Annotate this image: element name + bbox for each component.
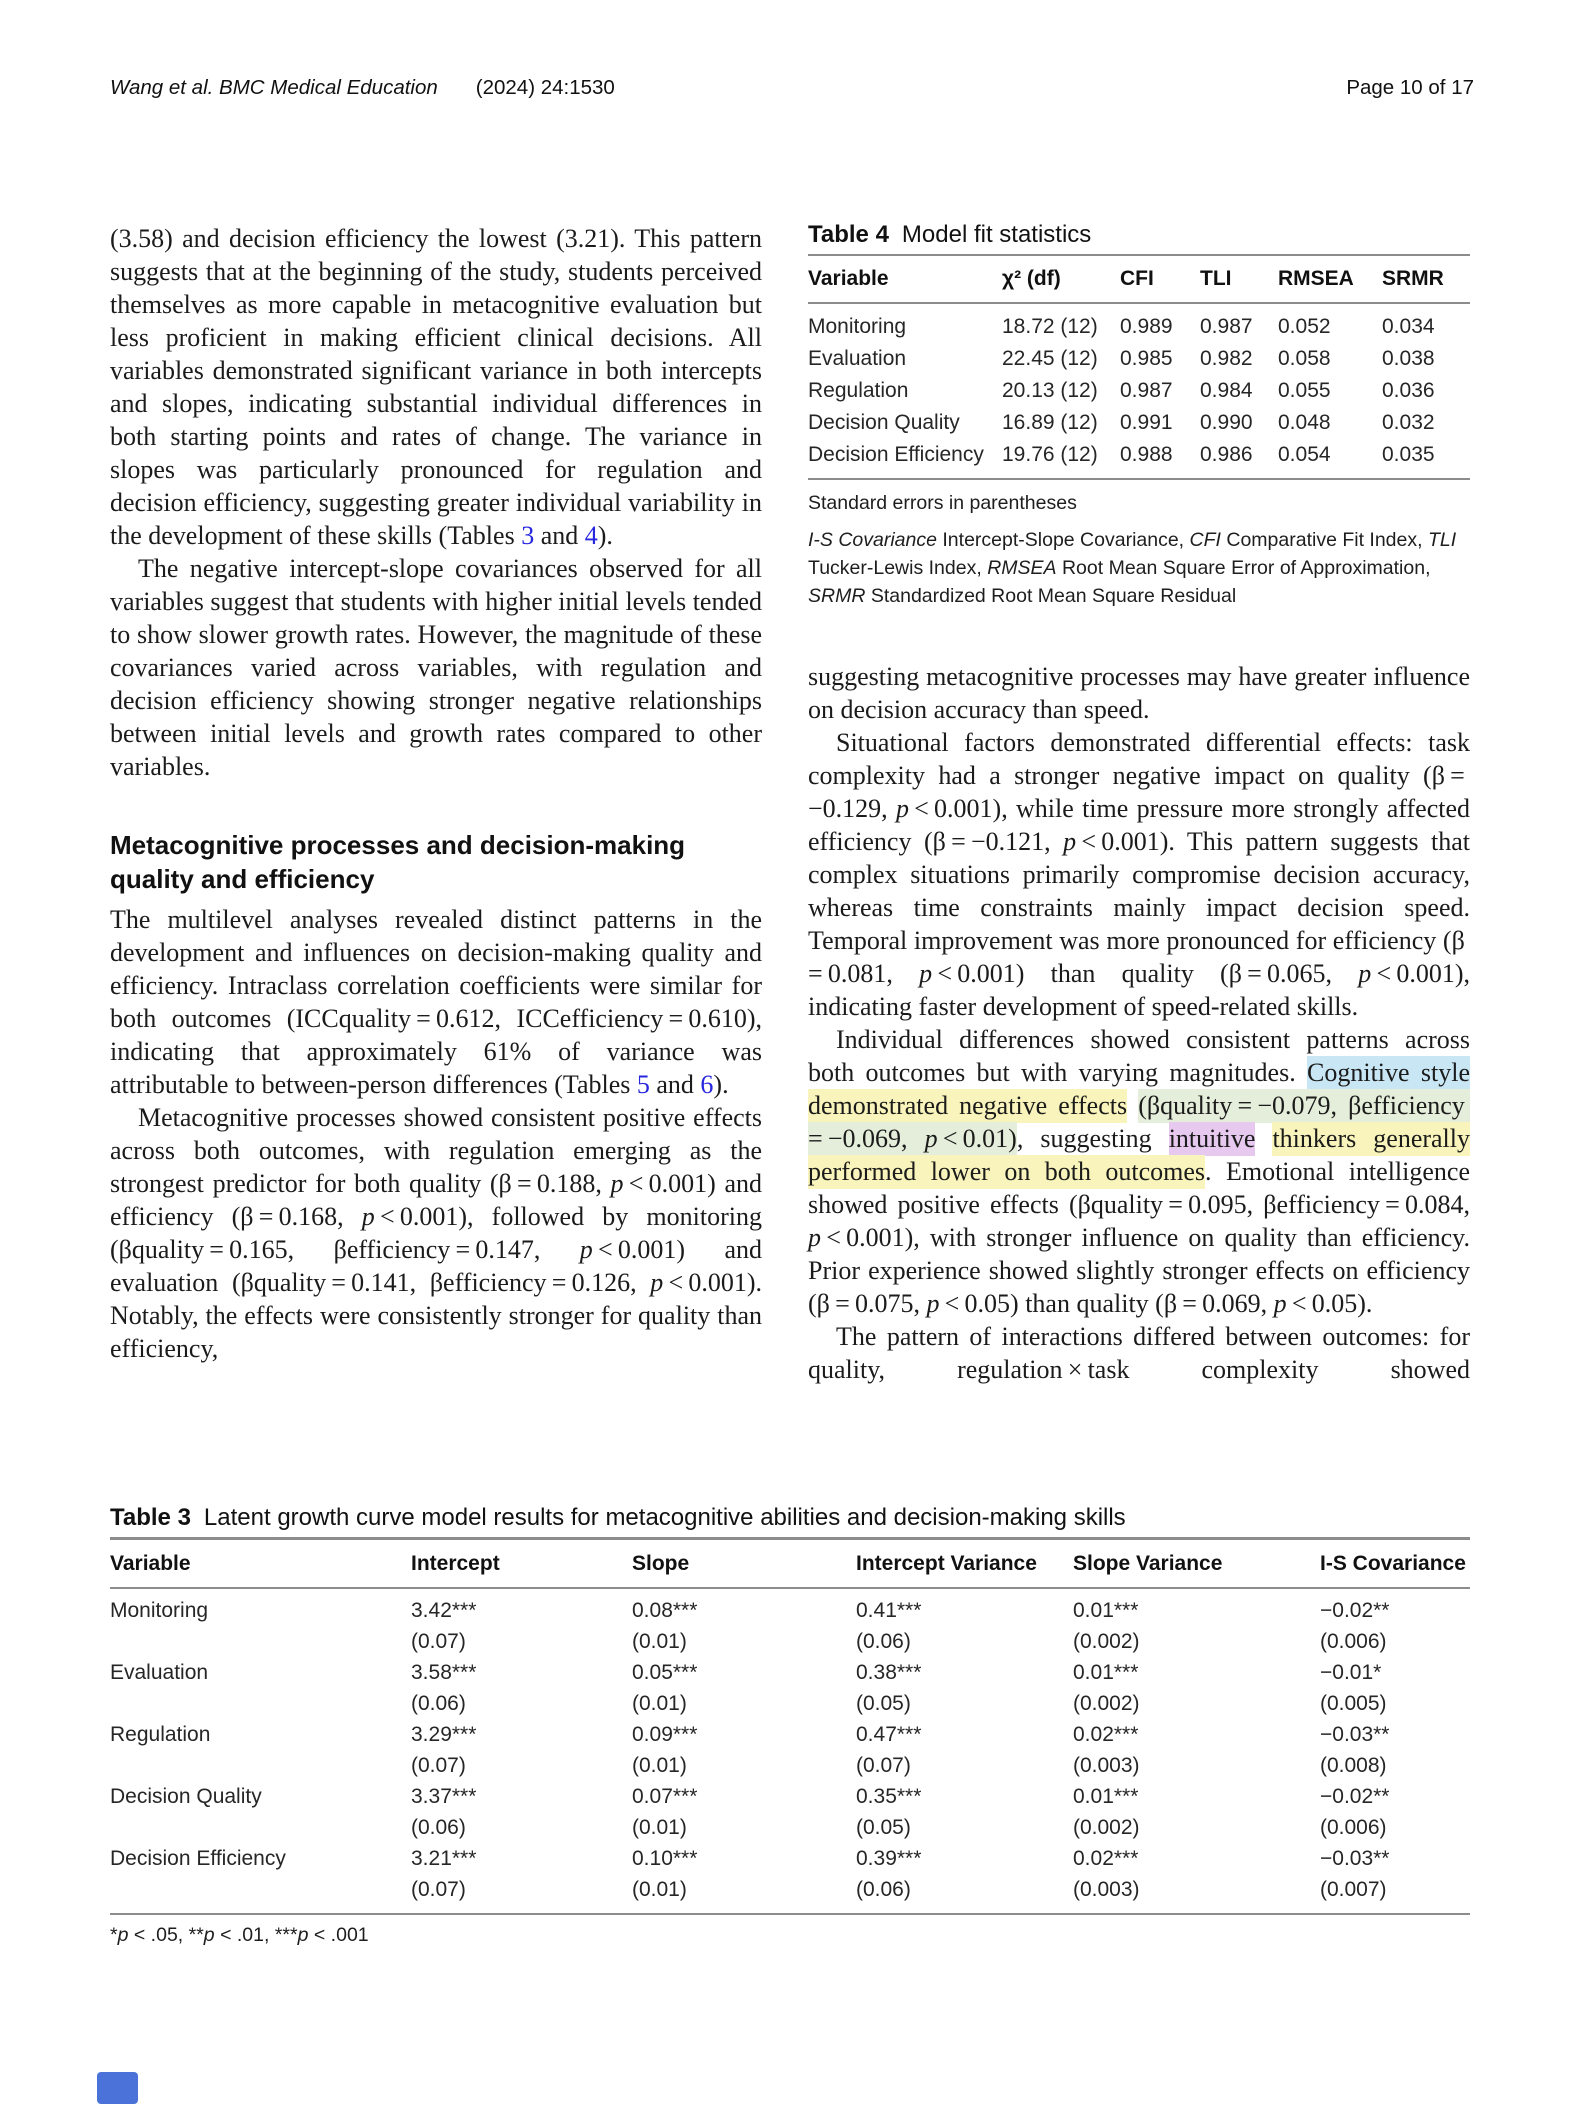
column-header: Variable (110, 1551, 191, 1575)
cell: (0.06) (856, 1877, 911, 1901)
cell: 0.38*** (856, 1660, 922, 1684)
cell: 19.76 (12) (1002, 443, 1098, 466)
cell: 0.10*** (632, 1846, 698, 1870)
cell: (0.01) (632, 1753, 687, 1777)
table-3-footnote: *p < .05, **p < .01, ***p < .001 (110, 1924, 369, 1946)
column-header: Variable (808, 267, 889, 290)
cell: (0.01) (632, 1877, 687, 1901)
table-3-grid (110, 1537, 1470, 1915)
cell: (0.008) (1320, 1753, 1387, 1777)
cell: 0.02*** (1073, 1722, 1139, 1746)
cell: (0.07) (411, 1877, 466, 1901)
cell: (0.002) (1073, 1815, 1140, 1839)
cell: (0.01) (632, 1815, 687, 1839)
cell: Decision Efficiency (808, 443, 984, 466)
cell: (0.06) (856, 1629, 911, 1653)
cell: 0.02*** (1073, 1846, 1139, 1870)
table-row-se (110, 1750, 1470, 1781)
table-ref-link[interactable]: 3 (521, 521, 535, 550)
table-row-estimate (110, 1595, 1470, 1626)
cell-variable: Decision Quality (110, 1784, 262, 1808)
paragraph-growth-pattern: (3.58) and decision efficiency the lowest (3.21). This pattern suggests that at the beginning of the study, students perceived themselves as more capable in metacognitive evaluation but less proficient in making efficient clinical decisions. All variables demonstrated significant variance in both intercepts and slopes, indicating substantial individual differences in both starting points and rates of change. The variance in slopes was particularly pronounced for regulation and decision efficiency, suggesting greater individual variability in the development of these skills (Tables 3 and 4). (110, 224, 762, 550)
column-header: RMSEA (1278, 267, 1354, 290)
cell: 0.036 (1382, 379, 1435, 402)
cell: 0.048 (1278, 411, 1331, 434)
cell: 0.987 (1200, 315, 1253, 338)
table-3 (110, 1505, 1470, 1947)
column-header: TLI (1200, 267, 1232, 290)
column-header: I-S Covariance (1320, 1551, 1466, 1575)
cell-variable: Evaluation (110, 1660, 209, 1684)
cell: (0.07) (411, 1629, 466, 1653)
cell: 0.055 (1278, 379, 1331, 402)
cell: 0.988 (1120, 443, 1173, 466)
cell-variable: Regulation (110, 1722, 211, 1746)
table-row (808, 439, 1470, 471)
cell: (0.01) (632, 1629, 687, 1653)
cell-variable: Decision Efficiency (110, 1846, 286, 1870)
page-header (110, 76, 1474, 100)
column-header: SRMR (1382, 267, 1444, 290)
running-head: Wang et al. BMC Medical Education (2024) 24:1530 (110, 76, 615, 99)
cell: (0.06) (411, 1691, 466, 1715)
table-3-header-row (110, 1540, 1470, 1589)
table-4 (808, 222, 1470, 610)
paragraph-multilevel: The multilevel analyses revealed distinct patterns in the development and influences on decision-making quality and efficiency. Intraclass correlation coefficients were similar for both outcomes (ICCquality = 0.612, ICCefficiency = 0.610), indicating that approximately 61% of variance was attributable to between-person differences (Tables 5 and 6). (110, 905, 762, 1099)
cell: (0.005) (1320, 1691, 1387, 1715)
cell: (0.003) (1073, 1877, 1140, 1901)
table-row (808, 343, 1470, 375)
cell: 0.07*** (632, 1784, 698, 1808)
cell: 0.41*** (856, 1598, 922, 1622)
left-column (110, 222, 762, 1365)
section-heading: Metacognitive processes and decision-making quality and efficiency (110, 830, 686, 894)
cell: (0.006) (1320, 1629, 1387, 1653)
column-header: Slope (632, 1551, 690, 1575)
cell: (0.05) (856, 1691, 911, 1715)
cell: 16.89 (12) (1002, 411, 1098, 434)
table-ref-link[interactable]: 4 (584, 521, 598, 550)
table-3-label: Table 3 (110, 1504, 191, 1531)
column-header: Intercept Variance (856, 1551, 1037, 1575)
table-4-note-abbrev: I-S Covariance Intercept-Slope Covariance, CFI Comparative Fit Index, TLI Tucker-Lewis Index, RMSEA Root Mean Square Error of Approximation, SRMR Standardized Root Mean Square Residual (808, 529, 1457, 607)
cell: (0.006) (1320, 1815, 1387, 1839)
cell: 0.991 (1120, 411, 1173, 434)
table-row-estimate (110, 1657, 1470, 1688)
cell: 0.038 (1382, 347, 1435, 370)
table-4-header-row (808, 254, 1470, 304)
table-row (808, 375, 1470, 407)
table-ref-link[interactable]: 5 (636, 1070, 650, 1099)
cell: Evaluation (808, 347, 907, 370)
cell: (0.06) (411, 1815, 466, 1839)
cell: 3.21*** (411, 1846, 477, 1870)
column-header: CFI (1120, 267, 1154, 290)
cell: 0.39*** (856, 1846, 922, 1870)
paragraph-individual-differences: Individual differences showed consistent patterns across both outcomes but with varying magnitudes. Cognitive style demonstrated negative effects (βquality = −0.079, βefficiency = −0.069, p < 0.01), suggesting intuitive thinkers generally performed lower on both outcomes. Emotional intelligence showed positive effects (βquality = 0.095, βefficiency = 0.084, p < 0.001), with stronger influence on quality than efficiency. Prior experience showed slightly stronger effects on efficiency (β = 0.075, p < 0.05) than quality (β = 0.069, p < 0.05). (808, 1025, 1471, 1318)
cell: Decision Quality (808, 411, 960, 434)
cell: 0.08*** (632, 1598, 698, 1622)
cell: (0.002) (1073, 1629, 1140, 1653)
cell: 0.990 (1200, 411, 1253, 434)
cell: 0.982 (1200, 347, 1253, 370)
cell: −0.02** (1320, 1598, 1390, 1622)
cell: 0.035 (1382, 443, 1435, 466)
page-number: Page 10 of 17 (1346, 76, 1474, 99)
cell: 22.45 (12) (1002, 347, 1098, 370)
cell: (0.01) (632, 1691, 687, 1715)
cell: (0.07) (856, 1753, 911, 1777)
paragraph-continuation: suggesting metacognitive processes may have greater influence on decision accuracy than speed. (808, 662, 1470, 724)
cell: 0.989 (1120, 315, 1173, 338)
cell: 0.09*** (632, 1722, 698, 1746)
cell: 0.35*** (856, 1784, 922, 1808)
table-row-se (110, 1874, 1470, 1905)
cell: 0.987 (1120, 379, 1173, 402)
table-4-label: Table 4 (808, 221, 889, 248)
table-3-caption (110, 1505, 1470, 1531)
cell: 0.01*** (1073, 1598, 1139, 1622)
cell: 0.01*** (1073, 1660, 1139, 1684)
column-header: Slope Variance (1073, 1551, 1223, 1575)
cell: 0.01*** (1073, 1784, 1139, 1808)
cell: 0.05*** (632, 1660, 698, 1684)
cell: Regulation (808, 379, 909, 402)
cell: 3.37*** (411, 1784, 477, 1808)
cell: (0.007) (1320, 1877, 1387, 1901)
cell: Monitoring (808, 315, 907, 338)
table-4-caption (808, 222, 1470, 248)
table-4-note-se: Standard errors in parentheses (808, 492, 1077, 514)
cell: 0.052 (1278, 315, 1331, 338)
cell: −0.03** (1320, 1846, 1390, 1870)
cell: (0.003) (1073, 1753, 1140, 1777)
cell: (0.05) (856, 1815, 911, 1839)
table-ref-link[interactable]: 6 (700, 1070, 714, 1099)
cell: 3.58*** (411, 1660, 477, 1684)
corner-artifact (97, 2072, 138, 2104)
table-3-body (110, 1589, 1470, 1915)
table-row (808, 311, 1470, 343)
table-row-estimate (110, 1843, 1470, 1874)
table-row-se (110, 1688, 1470, 1719)
table-row-se (110, 1812, 1470, 1843)
table-4-caption-text: Model fit statistics (901, 221, 1092, 248)
cell: −0.01* (1320, 1660, 1382, 1684)
cell: 0.986 (1200, 443, 1253, 466)
column-header: χ² (df) (1002, 267, 1061, 290)
cell-variable: Monitoring (110, 1598, 209, 1622)
table-4-body (808, 304, 1470, 480)
cell: (0.002) (1073, 1691, 1140, 1715)
table-row-se (110, 1626, 1470, 1657)
cell: 3.42*** (411, 1598, 477, 1622)
paragraph-interactions: The pattern of interactions differed between outcomes: for quality, regulation × task complexity showed (808, 1322, 1470, 1384)
paragraph-covariances: The negative intercept-slope covariances observed for all variables suggest that students with higher initial levels tended to show slower growth rates. However, the magnitude of these covariances varied across variables, with regulation and decision efficiency showing stronger negative relationships between initial levels and growth rates compared to other variables. (110, 554, 762, 781)
paragraph-situational-factors: Situational factors demonstrated differential effects: task complexity had a stronger negative impact on quality (β = −0.129, p < 0.001), while time pressure more strongly affected efficiency (β = −0.121, p < 0.001). This pattern suggests that complex situations primarily compromise decision accuracy, whereas time constraints mainly impact decision speed. Temporal improvement was more pronounced for efficiency (β = 0.081, p < 0.001) than quality (β = 0.065, p < 0.001), indicating faster development of speed-related skills. (808, 728, 1471, 1021)
table-row-estimate (110, 1719, 1470, 1750)
table-3-caption-text: Latent growth curve model results for metacognitive abilities and decision-making skills (203, 1504, 1126, 1531)
cell: −0.03** (1320, 1722, 1390, 1746)
cell: 0.034 (1382, 315, 1435, 338)
right-column (808, 222, 1470, 1386)
cell: 0.47*** (856, 1722, 922, 1746)
cell: −0.02** (1320, 1784, 1390, 1808)
cell: 0.054 (1278, 443, 1331, 466)
cell: 3.29*** (411, 1722, 477, 1746)
cell: 18.72 (12) (1002, 315, 1098, 338)
cell: 0.058 (1278, 347, 1331, 370)
cell: 0.985 (1120, 347, 1173, 370)
cell: 0.984 (1200, 379, 1253, 402)
cell: 20.13 (12) (1002, 379, 1098, 402)
cell: 0.032 (1382, 411, 1435, 434)
table-row-estimate (110, 1781, 1470, 1812)
paragraph-metacognitive-effects: Metacognitive processes showed consistent positive effects across both outcomes, with regulation emerging as the strongest predictor for both quality (β = 0.188, p < 0.001) and efficiency (β = 0.168, p < 0.001), followed by monitoring (βquality = 0.165, βefficiency = 0.147, p < 0.001) and evaluation (βquality = 0.141, βefficiency = 0.126, p < 0.001). Notably, the effects were consistently stronger for quality than efficiency, (110, 1103, 763, 1363)
cell: (0.07) (411, 1753, 466, 1777)
column-header: Intercept (411, 1551, 500, 1575)
table-row (808, 407, 1470, 439)
